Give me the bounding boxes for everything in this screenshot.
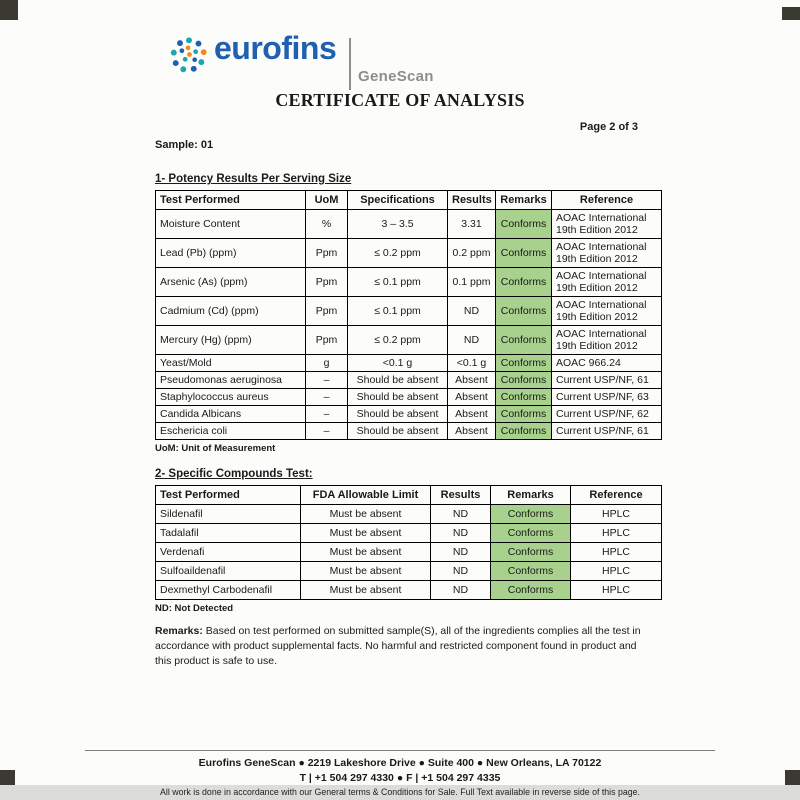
cell-reference: Current USP/NF, 62 bbox=[552, 406, 662, 423]
cell-reference: Current USP/NF, 61 bbox=[552, 372, 662, 389]
cell-limit: Must be absent bbox=[301, 524, 431, 543]
cell-limit: Must be absent bbox=[301, 505, 431, 524]
cell-result: Absent bbox=[448, 389, 496, 406]
cell-remark: Conforms bbox=[496, 297, 552, 326]
table-row bbox=[156, 326, 662, 355]
table-row bbox=[156, 581, 662, 600]
cell-limit: Must be absent bbox=[301, 562, 431, 581]
cell-remark: Conforms bbox=[491, 505, 571, 524]
eurofins-logo bbox=[170, 30, 490, 92]
cell-test: Tadalafil bbox=[156, 524, 301, 543]
cell-reference: AOAC International 19th Edition 2012 bbox=[552, 268, 662, 297]
column-header: Reference bbox=[552, 191, 662, 210]
column-header: Reference bbox=[571, 486, 662, 505]
cell-result: ND bbox=[431, 581, 491, 600]
cell-test: Lead (Pb) (ppm) bbox=[156, 239, 306, 268]
cell-spec: ≤ 0.1 ppm bbox=[348, 297, 448, 326]
cell-remark: Conforms bbox=[496, 268, 552, 297]
potency-table bbox=[155, 190, 662, 440]
cell-result: 0.1 ppm bbox=[448, 268, 496, 297]
cell-limit: Must be absent bbox=[301, 543, 431, 562]
table-row bbox=[156, 505, 662, 524]
column-header: Results bbox=[448, 191, 496, 210]
cell-reference: AOAC 966.24 bbox=[552, 355, 662, 372]
nd-footnote: ND: Not Detected bbox=[155, 603, 234, 614]
table-row bbox=[156, 372, 662, 389]
cell-reference: HPLC bbox=[571, 524, 662, 543]
brand-name: eurofins bbox=[214, 30, 337, 66]
uom-footnote: UoM: Unit of Measurement bbox=[155, 443, 276, 454]
cell-uom: – bbox=[306, 389, 348, 406]
table-row bbox=[156, 406, 662, 423]
cell-test: Candida Albicans bbox=[156, 406, 306, 423]
column-header: Remarks bbox=[491, 486, 571, 505]
cell-result: Absent bbox=[448, 423, 496, 440]
cell-test: Staphylococcus aureus bbox=[156, 389, 306, 406]
cell-remark: Conforms bbox=[491, 581, 571, 600]
cell-reference: AOAC International 19th Edition 2012 bbox=[552, 326, 662, 355]
cell-spec: Should be absent bbox=[348, 406, 448, 423]
column-header: Test Performed bbox=[156, 486, 301, 505]
footer-phone: T | +1 504 297 4330 ● F | +1 504 297 4335 bbox=[299, 772, 501, 784]
cell-remark: Conforms bbox=[496, 406, 552, 423]
cell-result: 0.2 ppm bbox=[448, 239, 496, 268]
cell-result: ND bbox=[448, 297, 496, 326]
page-indicator: Page 2 of 3 bbox=[579, 121, 638, 133]
table-row bbox=[156, 268, 662, 297]
table-header-row bbox=[156, 191, 662, 210]
cell-remark: Conforms bbox=[491, 524, 571, 543]
cell-result: ND bbox=[431, 505, 491, 524]
cell-uom: % bbox=[306, 210, 348, 239]
table-row bbox=[156, 297, 662, 326]
cell-result: ND bbox=[448, 326, 496, 355]
cell-uom: Ppm bbox=[306, 268, 348, 297]
column-header: UoM bbox=[306, 191, 348, 210]
cell-test: Moisture Content bbox=[156, 210, 306, 239]
table-row bbox=[156, 423, 662, 440]
sub-brand-name: GeneScan bbox=[358, 68, 434, 85]
cell-remark: Conforms bbox=[496, 239, 552, 268]
column-header: Specifications bbox=[348, 191, 448, 210]
cell-remark: Conforms bbox=[496, 355, 552, 372]
cell-uom: Ppm bbox=[306, 326, 348, 355]
cell-uom: g bbox=[306, 355, 348, 372]
cell-reference: AOAC International 19th Edition 2012 bbox=[552, 210, 662, 239]
remarks-text: Based on test performed on submitted sample(S), all of the ingredients complies all the test in accordance with product supplemental facts. No harmful and restricted component found in product and this product is safe to use. bbox=[155, 625, 641, 667]
footer-address: Eurofins GeneScan ● 2219 Lakeshore Drive ● Suite 400 ● New Orleans, LA 70122 bbox=[198, 757, 602, 769]
cell-remark: Conforms bbox=[496, 326, 552, 355]
cell-reference: HPLC bbox=[571, 581, 662, 600]
cell-test: Yeast/Mold bbox=[156, 355, 306, 372]
section-heading-potency: 1- Potency Results Per Serving Size bbox=[155, 173, 352, 185]
section-heading-compounds: 2- Specific Compounds Test: bbox=[155, 468, 313, 480]
cell-uom: – bbox=[306, 372, 348, 389]
cell-result: <0.1 g bbox=[448, 355, 496, 372]
cell-spec: 3 – 3.5 bbox=[348, 210, 448, 239]
table-header-row bbox=[156, 486, 662, 505]
cell-result: 3.31 bbox=[448, 210, 496, 239]
cell-test: Sildenafil bbox=[156, 505, 301, 524]
cell-remark: Conforms bbox=[496, 372, 552, 389]
cell-result: ND bbox=[431, 543, 491, 562]
cell-limit: Must be absent bbox=[301, 581, 431, 600]
cell-uom: – bbox=[306, 423, 348, 440]
cell-result: Absent bbox=[448, 372, 496, 389]
sample-label: Sample: 01 bbox=[155, 139, 214, 151]
table-row bbox=[156, 524, 662, 543]
cell-spec: ≤ 0.2 ppm bbox=[348, 239, 448, 268]
cell-reference: HPLC bbox=[571, 505, 662, 524]
column-header: FDA Allowable Limit bbox=[301, 486, 431, 505]
cell-reference: HPLC bbox=[571, 562, 662, 581]
document-body bbox=[155, 139, 661, 669]
remarks-paragraph bbox=[155, 624, 649, 669]
table-row bbox=[156, 210, 662, 239]
cell-spec: ≤ 0.2 ppm bbox=[348, 326, 448, 355]
cell-reference: Current USP/NF, 61 bbox=[552, 423, 662, 440]
cell-uom: Ppm bbox=[306, 297, 348, 326]
cell-test: Mercury (Hg) (ppm) bbox=[156, 326, 306, 355]
document-title: CERTIFICATE OF ANALYSIS bbox=[275, 90, 525, 110]
column-header: Results bbox=[431, 486, 491, 505]
cell-remark: Conforms bbox=[496, 389, 552, 406]
table-row bbox=[156, 543, 662, 562]
cell-spec: <0.1 g bbox=[348, 355, 448, 372]
scan-corner-mark bbox=[782, 7, 800, 20]
cell-result: ND bbox=[431, 524, 491, 543]
cell-spec: Should be absent bbox=[348, 372, 448, 389]
cell-reference: HPLC bbox=[571, 543, 662, 562]
cell-test: Pseudomonas aeruginosa bbox=[156, 372, 306, 389]
legal-text: All work is done in accordance with our General terms & Conditions for Sale. Full Text available in reverse side of this page. bbox=[160, 787, 640, 797]
cell-spec: Should be absent bbox=[348, 423, 448, 440]
cell-result: ND bbox=[431, 562, 491, 581]
cell-spec: ≤ 0.1 ppm bbox=[348, 268, 448, 297]
column-header: Test Performed bbox=[156, 191, 306, 210]
footer bbox=[85, 750, 715, 786]
cell-reference: AOAC International 19th Edition 2012 bbox=[552, 239, 662, 268]
cell-remark: Conforms bbox=[491, 543, 571, 562]
logo-divider bbox=[349, 38, 351, 90]
cell-test: Eschericia coli bbox=[156, 423, 306, 440]
cell-uom: Ppm bbox=[306, 239, 348, 268]
cell-reference: AOAC International 19th Edition 2012 bbox=[552, 297, 662, 326]
cell-test: Sulfoaildenafil bbox=[156, 562, 301, 581]
cell-uom: – bbox=[306, 406, 348, 423]
column-header: Remarks bbox=[496, 191, 552, 210]
cell-remark: Conforms bbox=[496, 423, 552, 440]
remarks-label: Remarks: bbox=[155, 625, 203, 637]
cell-remark: Conforms bbox=[496, 210, 552, 239]
scan-corner-mark bbox=[0, 0, 18, 20]
cell-test: Dexmethyl Carbodenafil bbox=[156, 581, 301, 600]
compounds-table bbox=[155, 485, 662, 600]
cell-result: Absent bbox=[448, 406, 496, 423]
legal-bar bbox=[0, 785, 800, 800]
eurofins-dots-icon bbox=[170, 36, 208, 79]
cell-reference: Current USP/NF, 63 bbox=[552, 389, 662, 406]
table-row bbox=[156, 389, 662, 406]
cell-test: Verdenafi bbox=[156, 543, 301, 562]
table-row bbox=[156, 355, 662, 372]
cell-remark: Conforms bbox=[491, 562, 571, 581]
table-row bbox=[156, 562, 662, 581]
table-row bbox=[156, 239, 662, 268]
cell-test: Arsenic (As) (ppm) bbox=[156, 268, 306, 297]
cell-spec: Should be absent bbox=[348, 389, 448, 406]
cell-test: Cadmium (Cd) (ppm) bbox=[156, 297, 306, 326]
